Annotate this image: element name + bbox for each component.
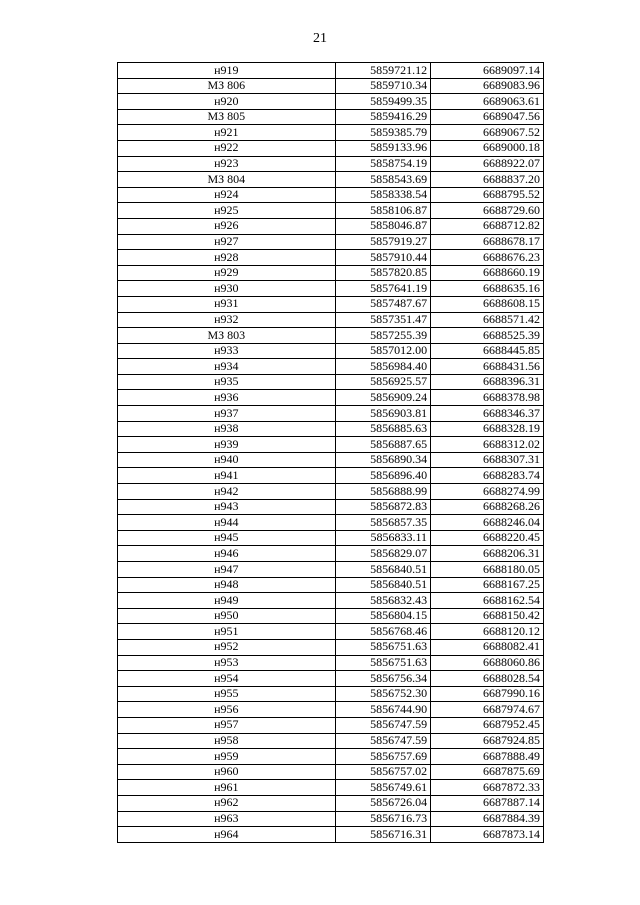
x-coordinate-cell: 5857255.39 bbox=[335, 328, 430, 344]
x-coordinate-cell: 5856716.73 bbox=[335, 811, 430, 827]
point-name-cell: н940 bbox=[118, 452, 336, 468]
table-row bbox=[118, 250, 544, 266]
x-coordinate-cell: 5856833.11 bbox=[335, 530, 430, 546]
table-row bbox=[118, 140, 544, 156]
table-row bbox=[118, 639, 544, 655]
table-row bbox=[118, 437, 544, 453]
point-name-cell: н953 bbox=[118, 655, 336, 671]
x-coordinate-cell: 5856888.99 bbox=[335, 484, 430, 500]
y-coordinate-cell: 6688150.42 bbox=[431, 608, 544, 624]
y-coordinate-cell: 6689047.56 bbox=[431, 109, 544, 125]
point-name-cell: н919 bbox=[118, 63, 336, 79]
table-row bbox=[118, 468, 544, 484]
y-coordinate-cell: 6687952.45 bbox=[431, 717, 544, 733]
x-coordinate-cell: 5856903.81 bbox=[335, 406, 430, 422]
point-name-cell: н961 bbox=[118, 780, 336, 796]
x-coordinate-cell: 5858338.54 bbox=[335, 187, 430, 203]
y-coordinate-cell: 6689083.96 bbox=[431, 78, 544, 94]
y-coordinate-cell: 6688246.04 bbox=[431, 515, 544, 531]
y-coordinate-cell: 6688635.16 bbox=[431, 281, 544, 297]
y-coordinate-cell: 6688268.26 bbox=[431, 499, 544, 515]
table-row bbox=[118, 94, 544, 110]
point-name-cell: н931 bbox=[118, 296, 336, 312]
table-row bbox=[118, 530, 544, 546]
table-row bbox=[118, 203, 544, 219]
table-row bbox=[118, 671, 544, 687]
x-coordinate-cell: 5857351.47 bbox=[335, 312, 430, 328]
y-coordinate-cell: 6688922.07 bbox=[431, 156, 544, 172]
x-coordinate-cell: 5856749.61 bbox=[335, 780, 430, 796]
y-coordinate-cell: 6687990.16 bbox=[431, 686, 544, 702]
y-coordinate-cell: 6688729.60 bbox=[431, 203, 544, 219]
x-coordinate-cell: 5856829.07 bbox=[335, 546, 430, 562]
y-coordinate-cell: 6688837.20 bbox=[431, 172, 544, 188]
y-coordinate-cell: 6687924.85 bbox=[431, 733, 544, 749]
table-row bbox=[118, 608, 544, 624]
x-coordinate-cell: 5856757.69 bbox=[335, 749, 430, 765]
y-coordinate-cell: 6688396.31 bbox=[431, 374, 544, 390]
point-name-cell: н930 bbox=[118, 281, 336, 297]
x-coordinate-cell: 5856890.34 bbox=[335, 452, 430, 468]
y-coordinate-cell: 6689063.61 bbox=[431, 94, 544, 110]
point-name-cell: МЗ 805 bbox=[118, 109, 336, 125]
point-name-cell: н923 bbox=[118, 156, 336, 172]
table-row bbox=[118, 187, 544, 203]
point-name-cell: н960 bbox=[118, 764, 336, 780]
x-coordinate-cell: 5856832.43 bbox=[335, 593, 430, 609]
point-name-cell: н925 bbox=[118, 203, 336, 219]
point-name-cell: н956 bbox=[118, 702, 336, 718]
y-coordinate-cell: 6688346.37 bbox=[431, 406, 544, 422]
point-name-cell: н924 bbox=[118, 187, 336, 203]
y-coordinate-cell: 6687887.14 bbox=[431, 795, 544, 811]
table-row bbox=[118, 156, 544, 172]
point-name-cell: н945 bbox=[118, 530, 336, 546]
table-row bbox=[118, 811, 544, 827]
x-coordinate-cell: 5859499.35 bbox=[335, 94, 430, 110]
point-name-cell: н936 bbox=[118, 390, 336, 406]
x-coordinate-cell: 5858543.69 bbox=[335, 172, 430, 188]
point-name-cell: н947 bbox=[118, 562, 336, 578]
x-coordinate-cell: 5857012.00 bbox=[335, 343, 430, 359]
table-row bbox=[118, 749, 544, 765]
table-row bbox=[118, 562, 544, 578]
point-name-cell: н949 bbox=[118, 593, 336, 609]
table-row bbox=[118, 421, 544, 437]
table-row bbox=[118, 343, 544, 359]
point-name-cell: н920 bbox=[118, 94, 336, 110]
y-coordinate-cell: 6689000.18 bbox=[431, 140, 544, 156]
y-coordinate-cell: 6688220.45 bbox=[431, 530, 544, 546]
point-name-cell: н935 bbox=[118, 374, 336, 390]
y-coordinate-cell: 6689067.52 bbox=[431, 125, 544, 141]
x-coordinate-cell: 5856984.40 bbox=[335, 359, 430, 375]
table-row bbox=[118, 780, 544, 796]
table-row bbox=[118, 296, 544, 312]
table-row bbox=[118, 655, 544, 671]
point-name-cell: н944 bbox=[118, 515, 336, 531]
x-coordinate-cell: 5859133.96 bbox=[335, 140, 430, 156]
table-row bbox=[118, 172, 544, 188]
x-coordinate-cell: 5856909.24 bbox=[335, 390, 430, 406]
point-name-cell: н957 bbox=[118, 717, 336, 733]
x-coordinate-cell: 5856756.34 bbox=[335, 671, 430, 687]
y-coordinate-cell: 6687873.14 bbox=[431, 827, 544, 843]
y-coordinate-cell: 6688082.41 bbox=[431, 639, 544, 655]
point-name-cell: МЗ 803 bbox=[118, 328, 336, 344]
x-coordinate-cell: 5859721.12 bbox=[335, 63, 430, 79]
point-name-cell: н938 bbox=[118, 421, 336, 437]
x-coordinate-cell: 5859710.34 bbox=[335, 78, 430, 94]
x-coordinate-cell: 5856757.02 bbox=[335, 764, 430, 780]
x-coordinate-cell: 5856716.31 bbox=[335, 827, 430, 843]
x-coordinate-cell: 5856840.51 bbox=[335, 577, 430, 593]
y-coordinate-cell: 6688660.19 bbox=[431, 265, 544, 281]
x-coordinate-cell: 5859416.29 bbox=[335, 109, 430, 125]
point-name-cell: н939 bbox=[118, 437, 336, 453]
y-coordinate-cell: 6688162.54 bbox=[431, 593, 544, 609]
y-coordinate-cell: 6688028.54 bbox=[431, 671, 544, 687]
table-row bbox=[118, 546, 544, 562]
y-coordinate-cell: 6688676.23 bbox=[431, 250, 544, 266]
table-row bbox=[118, 63, 544, 79]
point-name-cell: н929 bbox=[118, 265, 336, 281]
x-coordinate-cell: 5856752.30 bbox=[335, 686, 430, 702]
point-name-cell: н922 bbox=[118, 140, 336, 156]
point-name-cell: н941 bbox=[118, 468, 336, 484]
x-coordinate-cell: 5856857.35 bbox=[335, 515, 430, 531]
table-row bbox=[118, 406, 544, 422]
y-coordinate-cell: 6689097.14 bbox=[431, 63, 544, 79]
x-coordinate-cell: 5858754.19 bbox=[335, 156, 430, 172]
table-row bbox=[118, 109, 544, 125]
table-row bbox=[118, 234, 544, 250]
table-row bbox=[118, 374, 544, 390]
x-coordinate-cell: 5856768.46 bbox=[335, 624, 430, 640]
y-coordinate-cell: 6687872.33 bbox=[431, 780, 544, 796]
x-coordinate-cell: 5856744.90 bbox=[335, 702, 430, 718]
point-name-cell: н937 bbox=[118, 406, 336, 422]
point-name-cell: н950 bbox=[118, 608, 336, 624]
point-name-cell: МЗ 804 bbox=[118, 172, 336, 188]
x-coordinate-cell: 5856804.15 bbox=[335, 608, 430, 624]
y-coordinate-cell: 6688307.31 bbox=[431, 452, 544, 468]
y-coordinate-cell: 6687884.39 bbox=[431, 811, 544, 827]
point-name-cell: н932 bbox=[118, 312, 336, 328]
table-row bbox=[118, 702, 544, 718]
y-coordinate-cell: 6688445.85 bbox=[431, 343, 544, 359]
y-coordinate-cell: 6688206.31 bbox=[431, 546, 544, 562]
x-coordinate-cell: 5856885.63 bbox=[335, 421, 430, 437]
point-name-cell: н933 bbox=[118, 343, 336, 359]
table-row bbox=[118, 312, 544, 328]
x-coordinate-cell: 5856896.40 bbox=[335, 468, 430, 484]
x-coordinate-cell: 5859385.79 bbox=[335, 125, 430, 141]
y-coordinate-cell: 6688167.25 bbox=[431, 577, 544, 593]
point-name-cell: н921 bbox=[118, 125, 336, 141]
y-coordinate-cell: 6688060.86 bbox=[431, 655, 544, 671]
y-coordinate-cell: 6688431.56 bbox=[431, 359, 544, 375]
point-name-cell: н951 bbox=[118, 624, 336, 640]
table-row bbox=[118, 328, 544, 344]
x-coordinate-cell: 5856925.57 bbox=[335, 374, 430, 390]
coordinates-table bbox=[117, 62, 544, 843]
table-row bbox=[118, 827, 544, 843]
table-row bbox=[118, 265, 544, 281]
x-coordinate-cell: 5857820.85 bbox=[335, 265, 430, 281]
y-coordinate-cell: 6688312.02 bbox=[431, 437, 544, 453]
x-coordinate-cell: 5857641.19 bbox=[335, 281, 430, 297]
x-coordinate-cell: 5858106.87 bbox=[335, 203, 430, 219]
y-coordinate-cell: 6687974.67 bbox=[431, 702, 544, 718]
x-coordinate-cell: 5856840.51 bbox=[335, 562, 430, 578]
x-coordinate-cell: 5858046.87 bbox=[335, 218, 430, 234]
table-row bbox=[118, 125, 544, 141]
point-name-cell: н958 bbox=[118, 733, 336, 749]
y-coordinate-cell: 6688608.15 bbox=[431, 296, 544, 312]
x-coordinate-cell: 5857910.44 bbox=[335, 250, 430, 266]
table-row bbox=[118, 686, 544, 702]
table-row bbox=[118, 359, 544, 375]
point-name-cell: н943 bbox=[118, 499, 336, 515]
point-name-cell: н955 bbox=[118, 686, 336, 702]
table-row bbox=[118, 499, 544, 515]
point-name-cell: н928 bbox=[118, 250, 336, 266]
point-name-cell: н954 bbox=[118, 671, 336, 687]
y-coordinate-cell: 6688120.12 bbox=[431, 624, 544, 640]
y-coordinate-cell: 6688283.74 bbox=[431, 468, 544, 484]
point-name-cell: н927 bbox=[118, 234, 336, 250]
point-name-cell: н948 bbox=[118, 577, 336, 593]
x-coordinate-cell: 5857919.27 bbox=[335, 234, 430, 250]
table-row bbox=[118, 795, 544, 811]
point-name-cell: н959 bbox=[118, 749, 336, 765]
y-coordinate-cell: 6688328.19 bbox=[431, 421, 544, 437]
x-coordinate-cell: 5856751.63 bbox=[335, 655, 430, 671]
table-row bbox=[118, 717, 544, 733]
table-row bbox=[118, 733, 544, 749]
table-row bbox=[118, 484, 544, 500]
y-coordinate-cell: 6688378.98 bbox=[431, 390, 544, 406]
y-coordinate-cell: 6687875.69 bbox=[431, 764, 544, 780]
y-coordinate-cell: 6688678.17 bbox=[431, 234, 544, 250]
y-coordinate-cell: 6688712.82 bbox=[431, 218, 544, 234]
y-coordinate-cell: 6688274.99 bbox=[431, 484, 544, 500]
x-coordinate-cell: 5857487.67 bbox=[335, 296, 430, 312]
table-row bbox=[118, 281, 544, 297]
y-coordinate-cell: 6688571.42 bbox=[431, 312, 544, 328]
table-row bbox=[118, 764, 544, 780]
point-name-cell: н963 bbox=[118, 811, 336, 827]
coordinates-table-body bbox=[118, 63, 544, 843]
point-name-cell: МЗ 806 bbox=[118, 78, 336, 94]
table-row bbox=[118, 624, 544, 640]
y-coordinate-cell: 6688525.39 bbox=[431, 328, 544, 344]
table-row bbox=[118, 390, 544, 406]
table-row bbox=[118, 593, 544, 609]
point-name-cell: н946 bbox=[118, 546, 336, 562]
table-row bbox=[118, 78, 544, 94]
x-coordinate-cell: 5856726.04 bbox=[335, 795, 430, 811]
y-coordinate-cell: 6687888.49 bbox=[431, 749, 544, 765]
page-number: 21 bbox=[313, 31, 327, 46]
table-row bbox=[118, 515, 544, 531]
point-name-cell: н962 bbox=[118, 795, 336, 811]
x-coordinate-cell: 5856747.59 bbox=[335, 733, 430, 749]
point-name-cell: н964 bbox=[118, 827, 336, 843]
table-row bbox=[118, 218, 544, 234]
table-row bbox=[118, 577, 544, 593]
y-coordinate-cell: 6688180.05 bbox=[431, 562, 544, 578]
point-name-cell: н926 bbox=[118, 218, 336, 234]
x-coordinate-cell: 5856751.63 bbox=[335, 639, 430, 655]
x-coordinate-cell: 5856887.65 bbox=[335, 437, 430, 453]
point-name-cell: н934 bbox=[118, 359, 336, 375]
x-coordinate-cell: 5856872.83 bbox=[335, 499, 430, 515]
table-row bbox=[118, 452, 544, 468]
point-name-cell: н942 bbox=[118, 484, 336, 500]
x-coordinate-cell: 5856747.59 bbox=[335, 717, 430, 733]
y-coordinate-cell: 6688795.52 bbox=[431, 187, 544, 203]
point-name-cell: н952 bbox=[118, 639, 336, 655]
